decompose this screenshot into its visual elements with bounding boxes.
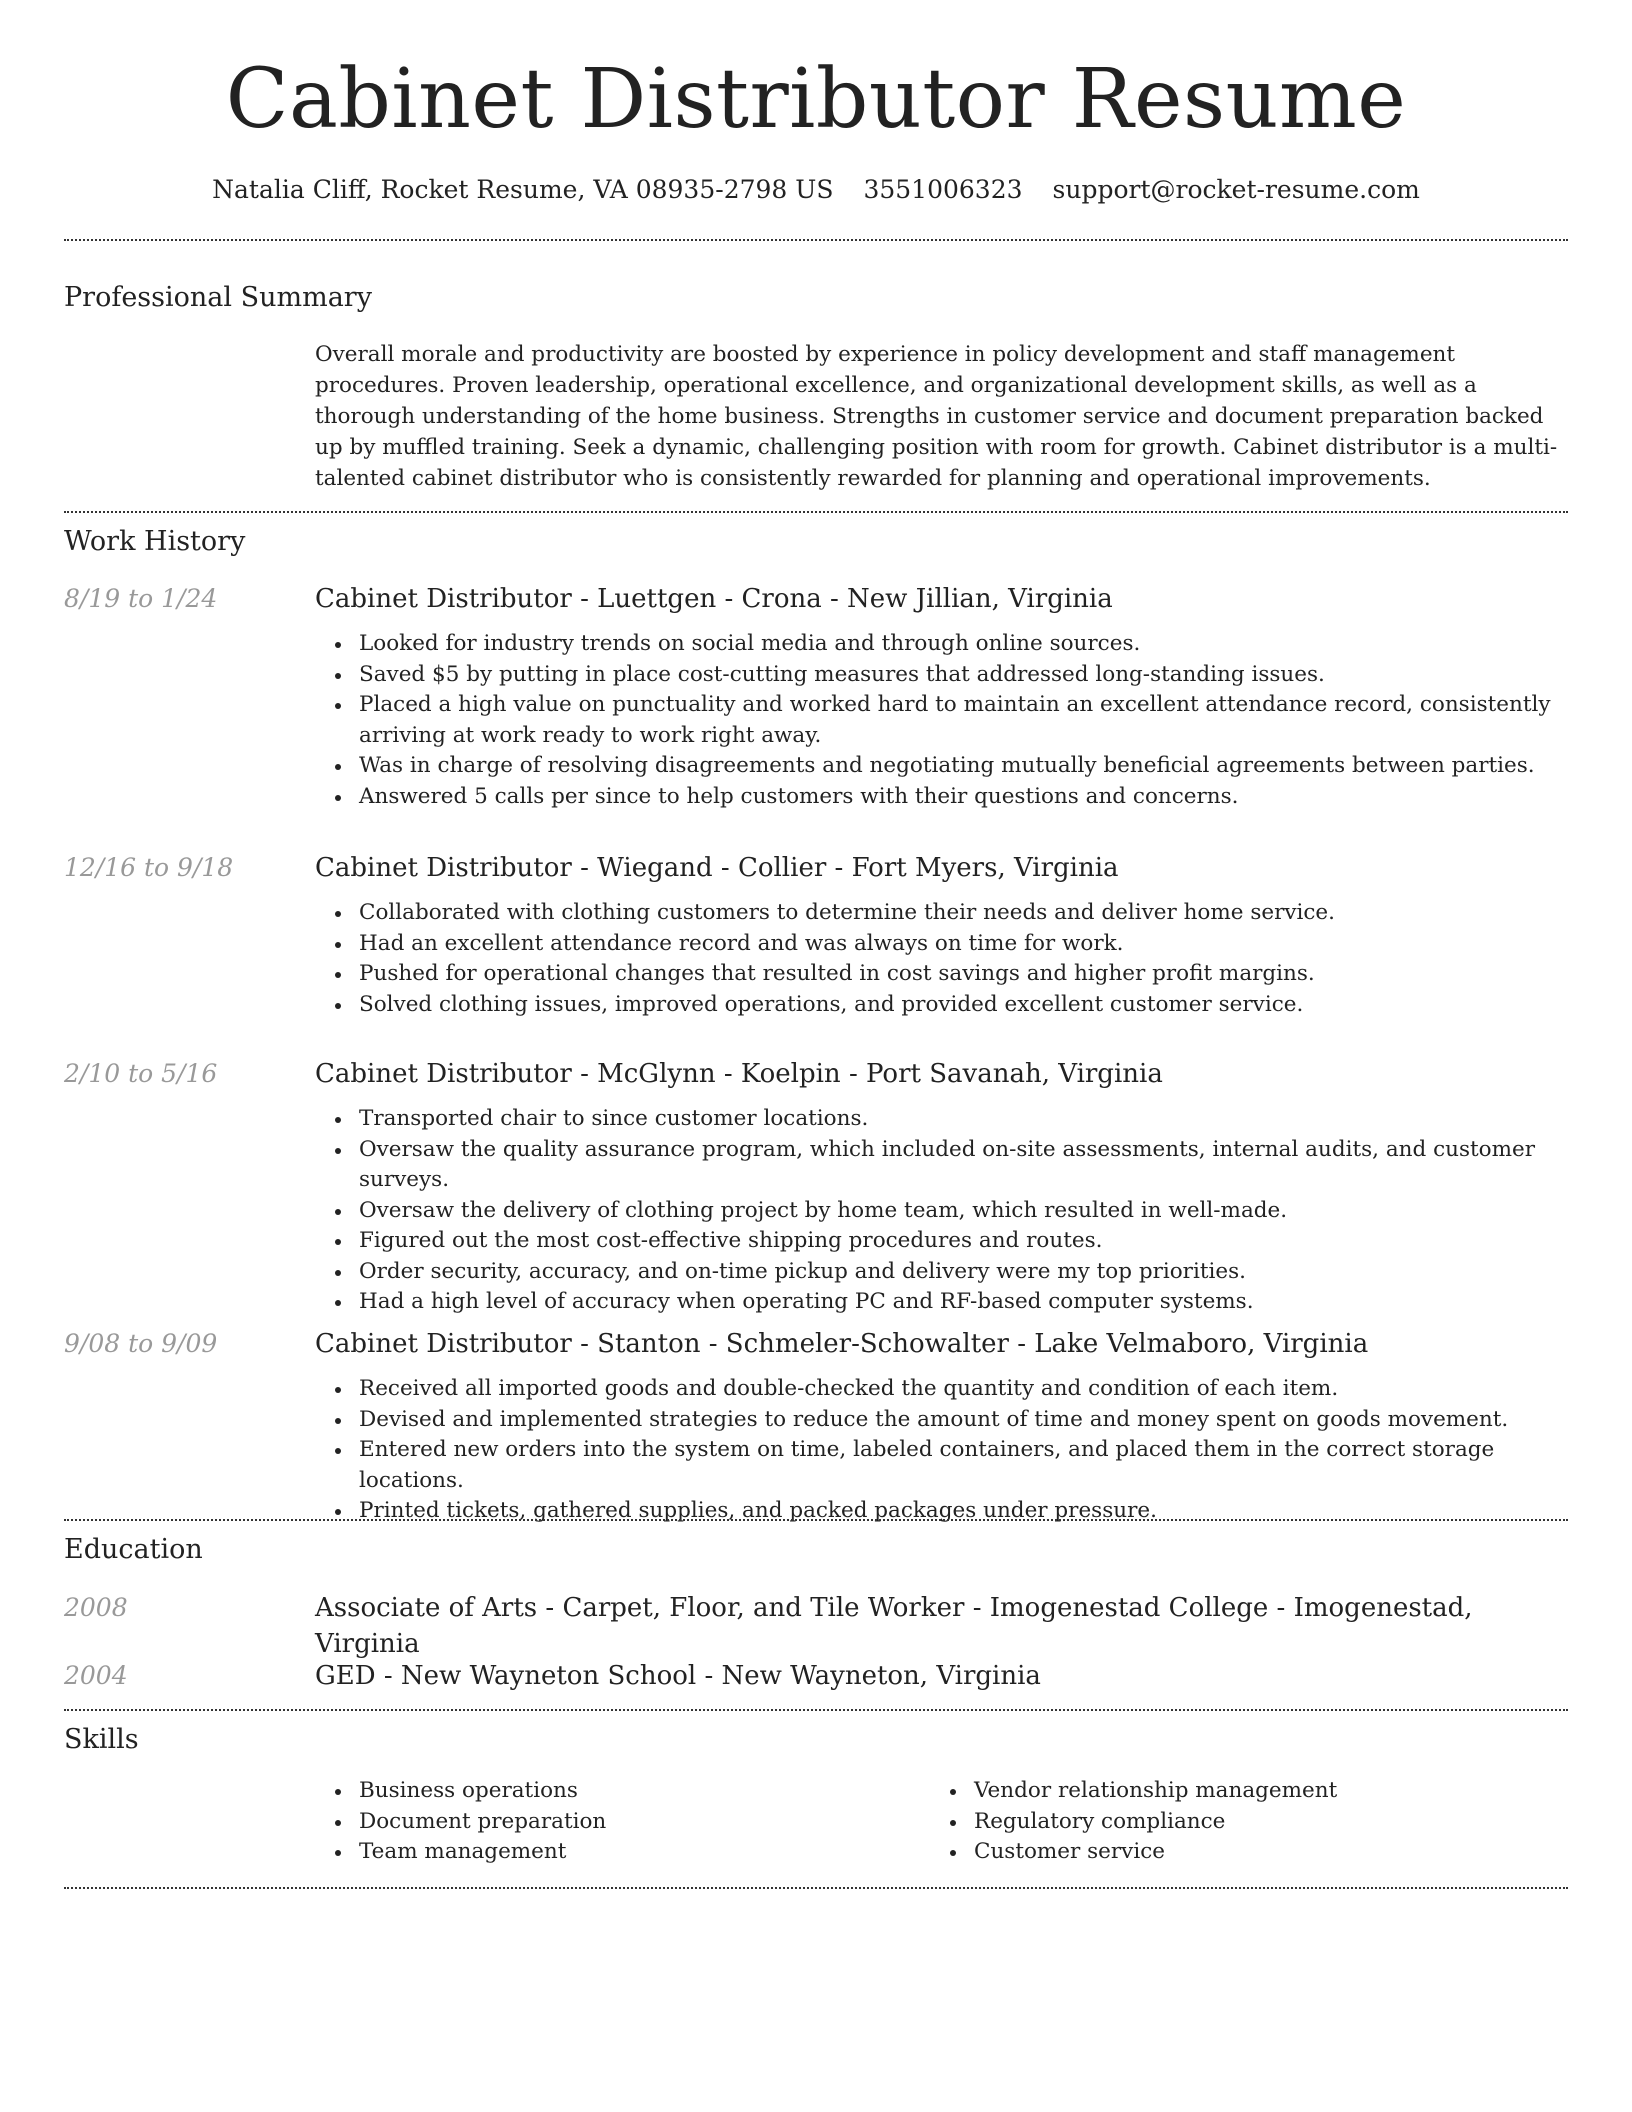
list-item: Order security, accuracy, and on-time pickup and delivery were my top priorities. bbox=[315, 1257, 1568, 1288]
list-item: Business operations bbox=[315, 1776, 930, 1807]
job-bullets bbox=[315, 1374, 1568, 1527]
job-heading: Cabinet Distributor - Luettgen - Crona - New Jillian, Virginia bbox=[315, 584, 1113, 614]
list-item: Team management bbox=[315, 1837, 930, 1868]
job-entry bbox=[64, 581, 1568, 812]
skills-list-right bbox=[930, 1776, 1545, 1868]
job-entry bbox=[64, 1056, 1568, 1318]
skills-columns bbox=[315, 1776, 1568, 1868]
section-divider bbox=[64, 239, 1568, 241]
summary-section bbox=[64, 282, 1568, 494]
list-item: Devised and implemented strategies to reduce the amount of time and money spent on goods movement. bbox=[315, 1405, 1568, 1436]
job-date: 8/19 to 1/24 bbox=[64, 584, 218, 613]
job-bullets bbox=[315, 1104, 1568, 1318]
list-item: Collaborated with clothing customers to determine their needs and deliver home service. bbox=[315, 898, 1568, 929]
list-item: Vendor relationship management bbox=[930, 1776, 1545, 1807]
list-item: Customer service bbox=[930, 1837, 1545, 1868]
education-heading: Education bbox=[64, 1534, 203, 1565]
list-item: Had a high level of accuracy when operating PC and RF-based computer systems. bbox=[315, 1287, 1568, 1318]
job-bullets bbox=[315, 629, 1568, 812]
job-date: 9/08 to 9/09 bbox=[64, 1329, 218, 1358]
education-section bbox=[64, 1530, 1568, 1570]
contact-line bbox=[64, 172, 1568, 208]
job-heading: Cabinet Distributor - Wiegand - Collier - Fort Myers, Virginia bbox=[315, 853, 1119, 883]
list-item: Had an excellent attendance record and was always on time for work. bbox=[315, 929, 1568, 960]
education-entry bbox=[64, 1658, 1568, 1694]
list-item: Was in charge of resolving disagreements and negotiating mutually beneficial agreements between parties. bbox=[315, 751, 1568, 782]
skills-heading: Skills bbox=[64, 1724, 139, 1755]
list-item: Received all imported goods and double-checked the quantity and condition of each item. bbox=[315, 1374, 1568, 1405]
list-item: Oversaw the delivery of clothing project by home team, which resulted in well-made. bbox=[315, 1196, 1568, 1227]
job-heading: Cabinet Distributor - McGlynn - Koelpin - Port Savanah, Virginia bbox=[315, 1059, 1163, 1089]
skills-section bbox=[64, 1720, 1568, 1868]
job-entry bbox=[64, 850, 1568, 1020]
section-divider bbox=[64, 1519, 1568, 1521]
job-entry bbox=[64, 1326, 1568, 1527]
list-item: Saved $5 by putting in place cost-cutting measures that addressed long-standing issues. bbox=[315, 660, 1568, 691]
list-item: Oversaw the quality assurance program, which included on-site assessments, internal audits, and customer surveys. bbox=[315, 1135, 1568, 1196]
list-item: Entered new orders into the system on time, labeled containers, and placed them in the correct storage locations. bbox=[315, 1435, 1568, 1496]
section-divider bbox=[64, 1887, 1568, 1889]
list-item: Looked for industry trends on social media and through online sources. bbox=[315, 629, 1568, 660]
work-history-section bbox=[64, 522, 1568, 562]
job-bullets bbox=[315, 898, 1568, 1020]
education-entry bbox=[64, 1590, 1568, 1659]
job-date: 12/16 to 9/18 bbox=[64, 853, 234, 882]
summary-text: Overall morale and productivity are boosted by experience in policy development and staff management procedures. Proven leadership, operational excellence, and organizational development skills, as well as a thorough understanding of the home business. Strengths in customer service and document preparation backed up by muffled training. Seek a dynamic, challenging position with room for growth. Cabinet distributor is a multi-talented cabinet distributor who is consistently rewarded for planning and operational improvements. bbox=[315, 342, 1558, 491]
section-divider bbox=[64, 511, 1568, 513]
work-history-heading: Work History bbox=[64, 526, 246, 557]
list-item: Answered 5 calls per since to help customers with their questions and concerns. bbox=[315, 782, 1568, 813]
section-divider bbox=[64, 1709, 1568, 1711]
list-item: Solved clothing issues, improved operations, and provided excellent customer service. bbox=[315, 990, 1568, 1021]
list-item: Placed a high value on punctuality and worked hard to maintain an excellent attendance record, consistently arriving at work ready to work right away. bbox=[315, 690, 1568, 751]
job-heading: Cabinet Distributor - Stanton - Schmeler-Schowalter - Lake Velmaboro, Virginia bbox=[315, 1329, 1369, 1359]
list-item: Document preparation bbox=[315, 1807, 930, 1838]
list-item: Transported chair to since customer locations. bbox=[315, 1104, 1568, 1135]
resume-page bbox=[64, 0, 1568, 1864]
education-heading: Associate of Arts - Carpet, Floor, and Tile Worker - Imogenestad College - Imogenestad, Virginia bbox=[315, 1593, 1473, 1659]
summary-heading: Professional Summary bbox=[64, 282, 372, 313]
list-item: Printed tickets, gathered supplies, and packed packages under pressure. bbox=[315, 1496, 1568, 1527]
education-date: 2008 bbox=[64, 1593, 128, 1622]
education-date: 2004 bbox=[64, 1661, 128, 1690]
education-heading: GED - New Wayneton School - New Wayneton, Virginia bbox=[315, 1661, 1041, 1691]
list-item: Pushed for operational changes that resulted in cost savings and higher profit margins. bbox=[315, 959, 1568, 990]
list-item: Figured out the most cost-effective shipping procedures and routes. bbox=[315, 1226, 1568, 1257]
job-date: 2/10 to 5/16 bbox=[64, 1059, 218, 1088]
list-item: Regulatory compliance bbox=[930, 1807, 1545, 1838]
contact-phone: 3551006323 bbox=[863, 175, 1023, 204]
contact-address: Natalia Cliff, Rocket Resume, VA 08935-2798 US bbox=[212, 175, 834, 204]
skills-list-left bbox=[315, 1776, 930, 1868]
resume-title: Cabinet Distributor Resume bbox=[225, 52, 1407, 147]
contact-email[interactable]: support@rocket-resume.com bbox=[1052, 175, 1420, 204]
